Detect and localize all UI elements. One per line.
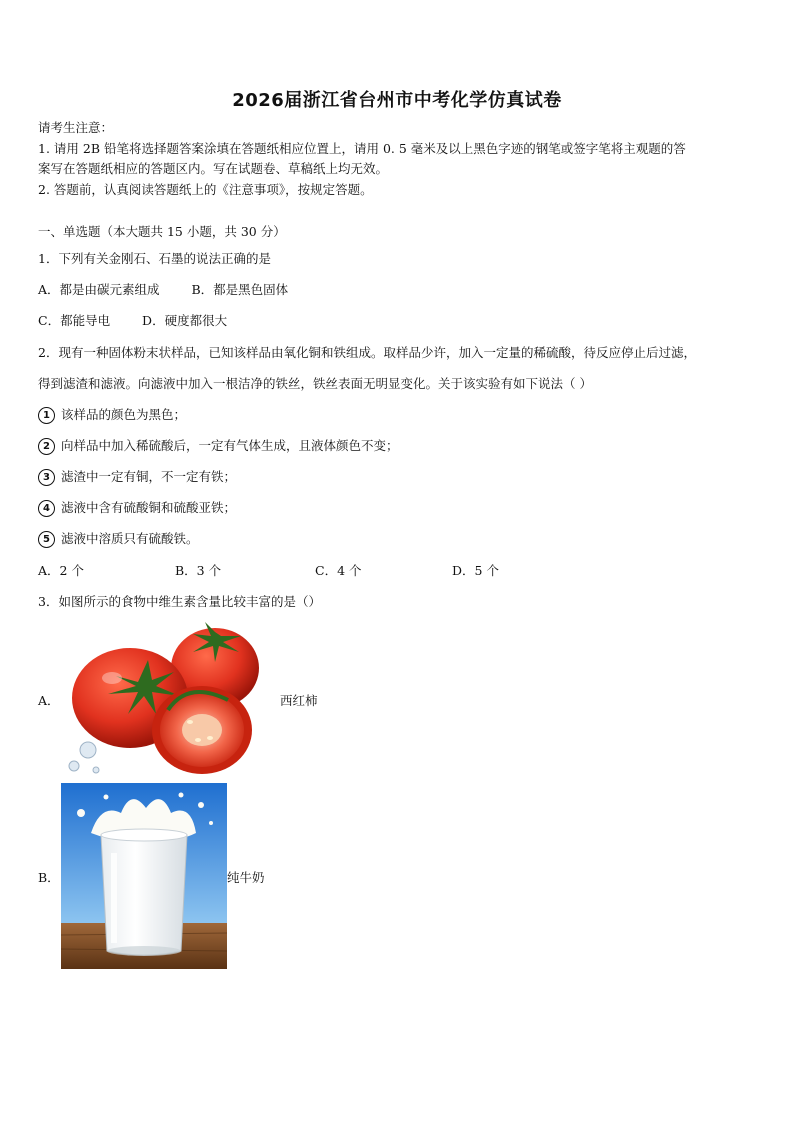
question-1-option-b[interactable]: B．都是黑色固体 — [191, 282, 289, 297]
question-2-statement — [38, 407, 186, 424]
statement-text: 向样品中加入稀硫酸后，一定有气体生成，且液体颜色不变； — [61, 438, 399, 453]
question-2-option-d[interactable]: D．5 个 — [452, 563, 499, 578]
circled-number-3: 3 — [38, 469, 55, 486]
statement-text: 该样品的颜色为黑色； — [61, 407, 187, 422]
question-2-statement — [38, 438, 399, 455]
notice-item-2: 2. 答题前，认真阅读答题纸上的《注意事项》，按规定答题。 — [38, 182, 373, 197]
notice-item-1-line-1: 1. 请用 2B 铅笔将选择题答案涂填在答题纸相应位置上，请用 0. 5 毫米及以上黑色字迹的钢笔或签字笔将主观题的答 — [38, 141, 686, 156]
question-3-option-b-label: 纯牛奶 — [227, 870, 265, 885]
question-2-option-a[interactable]: A．2 个 — [38, 563, 84, 578]
statement-text: 滤渣中一定有铜，不一定有铁； — [61, 469, 237, 484]
question-1-option-a[interactable]: A．都是由碳元素组成 — [38, 282, 160, 297]
statement-text: 滤液中含有硫酸铜和硫酸亚铁； — [61, 500, 237, 515]
question-2-stem-line-1: 2．现有一种固体粉末状样品，已知该样品由氧化铜和铁组成。取样品少许，加入一定量的稀硫酸，待反应停止后过滤， — [38, 345, 696, 360]
question-1-options-row-1 — [38, 282, 288, 298]
question-1-option-c[interactable]: C．都能导电 — [38, 313, 111, 328]
question-3-option-a-label: 西红柿 — [280, 693, 318, 708]
question-2-option-c[interactable]: C．4 个 — [315, 563, 362, 578]
question-2-statement — [38, 531, 199, 548]
question-3-stem: 3．如图所示的食物中维生素含量比较丰富的是（） — [38, 594, 321, 609]
question-1-option-d[interactable]: D．硬度都很大 — [142, 313, 228, 328]
question-3-option-a-letter[interactable]: A． — [38, 693, 60, 708]
question-2-statement — [38, 469, 236, 486]
circled-number-5: 5 — [38, 531, 55, 548]
question-1-stem: 1．下列有关金刚石、石墨的说法正确的是 — [38, 251, 271, 266]
question-1-options-row-2 — [38, 313, 227, 329]
circled-number-1: 1 — [38, 407, 55, 424]
question-2-option-b[interactable]: B．3 个 — [175, 563, 222, 578]
circled-number-4: 4 — [38, 500, 55, 517]
page-title: 2026届浙江省台州市中考化学仿真试卷 — [232, 90, 562, 111]
circled-number-2: 2 — [38, 438, 55, 455]
question-2-statement — [38, 500, 236, 517]
notice-heading: 请考生注意： — [38, 120, 114, 135]
statement-text: 滤液中溶质只有硫酸铁。 — [61, 531, 199, 546]
notice-item-1-line-2: 案写在答题纸相应的答题区内。写在试题卷、草稿纸上均无效。 — [38, 161, 389, 176]
tomato-image — [60, 620, 260, 780]
section-heading: 一、单选题（本大题共 15 小题，共 30 分） — [38, 224, 286, 239]
question-3-option-b-letter[interactable]: B． — [38, 870, 60, 885]
question-2-stem-line-2: 得到滤渣和滤液。向滤液中加入一根洁净的铁丝，铁丝表面无明显变化。关于该实验有如下说法（ ） — [38, 376, 592, 391]
milk-image — [61, 783, 227, 969]
